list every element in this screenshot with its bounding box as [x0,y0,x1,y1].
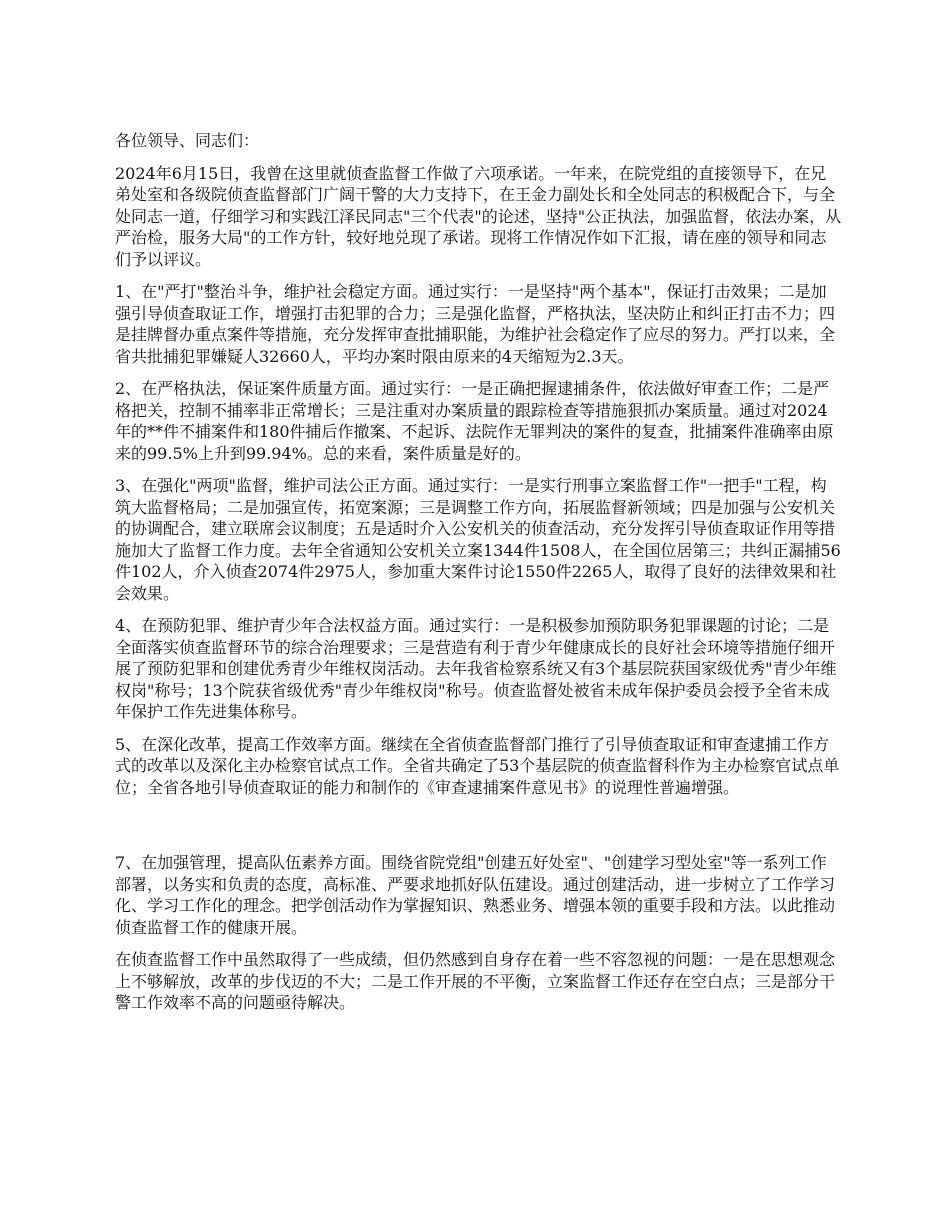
paragraph-item-2: 2、在严格执法，保证案件质量方面。通过实行：一是正确把握逮捕条件，依法做好审查工作；二是严格把关，控制不捕率非正常增长；三是注重对办案质量的跟踪检查等措施狠抓办案质量。通过对2024年的**件不捕案件和180件捕后作撤案、不起诉、法院作无罪判决的案件的复查，批捕案件准确率由原来的99.5%上升到99.94%。总的来看，案件质量是好的。 [115,379,834,463]
paragraph-conclusion: 在侦查监督工作中虽然取得了一些成绩，但仍然感到自身存在着一些不容忽视的问题：一是在思想观念上不够解放，改革的步伐迈的不大；二是工作开展的不平衡，立案监督工作还存在空白点；三是部分干警工作效率不高的问题亟待解决。 [115,950,836,1012]
paragraph-intro: 2024年6月15日，我曾在这里就侦查监督工作做了六项承诺。一年来，在院党组的直接领导下，在兄弟处室和各级院侦查监督部门广阔干警的大力支持下，在王金力副处长和全处同志的积极配合下，与全处同志一道，仔细学习和实践江泽民同志"三个代表"的论述，坚持"公正执法，加强监督，依法办案，从严治检，服务大局"的工作方针，较好地兑现了承诺。现将工作情况作如下汇报，请在座的领导和同志们予以评议。 [115,163,842,269]
paragraph-item-3: 3、在强化"两项"监督，维护司法公正方面。通过实行：一是实行刑事立案监督工作"一把手"工程，构筑大监督格局；二是加强宣传，拓宽案源；三是调整工作方向，拓展监督新领域；四是加强与公安机关的协调配合，建立联席会议制度；五是适时介入公安机关的侦查活动，充分发挥引导侦查取证作用等措施加大了监督工作力度。去年全省通知公安机关立案1344件1508人，在全国位居第三；共纠正漏捕56件102人，介入侦查2074件2975人，参加重大案件讨论1550件2265人，取得了良好的法律效果和社会效果。 [115,476,841,603]
paragraph-item-5: 5、在深化改革，提高工作效率方面。继续在全省侦查监督部门推行了引导侦查取证和审查逮捕工作方式的改革以及深化主办检察官试点工作。全省共确定了53个基层院的侦查监督科作为主办检察官试点单位；全省各地引导侦查取证的能力和制作的《审查逮捕案件意见书》的说理性普遍增强。 [115,734,840,797]
paragraph-item-1: 1、在"严打"整治斗争，维护社会稳定方面。通过实行：一是坚持"两个基本"，保证打击效果；二是加强引导侦查取证工作，增强打击犯罪的合力；三是强化监督，严格执法，坚决防止和纠正打击不力；四是挂牌督办重点案件等措施，充分发挥审查批捕职能，为维护社会稳定作了应尽的努力。严打以来，全省共批捕犯罪嫌疑人32660人，平均办案时限由原来的4天缩短为2.3天。 [115,282,836,366]
blank-paragraph [115,809,842,841]
paragraph-item-4: 4、在预防犯罪、维护青少年合法权益方面。通过实行：一是积极参加预防职务犯罪课题的讨论；二是全面落实侦查监督环节的综合治理要求；三是营造有利于青少年健康成长的良好社会环境等措施仔细开展了预防犯罪和创建优秀青少年维权岗活动。去年我省检察系统又有3个基层院获国家级优秀"青少年维权岗"称号；13个院获省级优秀"青少年维权岗"称号。侦查监督处被省未成年保护委员会授予全省未成年保护工作先进集体称号。 [115,616,837,721]
document-body [115,130,842,1025]
paragraph-item-7: 7、在加强管理，提高队伍素养方面。围绕省院党组"创建五好处室"、"创建学习型处室"等一系列工作部署，以务实和负责的态度，高标准、严要求地抓好队伍建设。通过创建活动，进一步树立了工作学习化、学习工作化的理念。把学创活动作为掌握知识、熟悉业务、增强本领的重要手段和方法。以此推动侦查监督工作的健康开展。 [115,853,836,937]
greeting: 各位领导、同志们： [115,131,260,150]
